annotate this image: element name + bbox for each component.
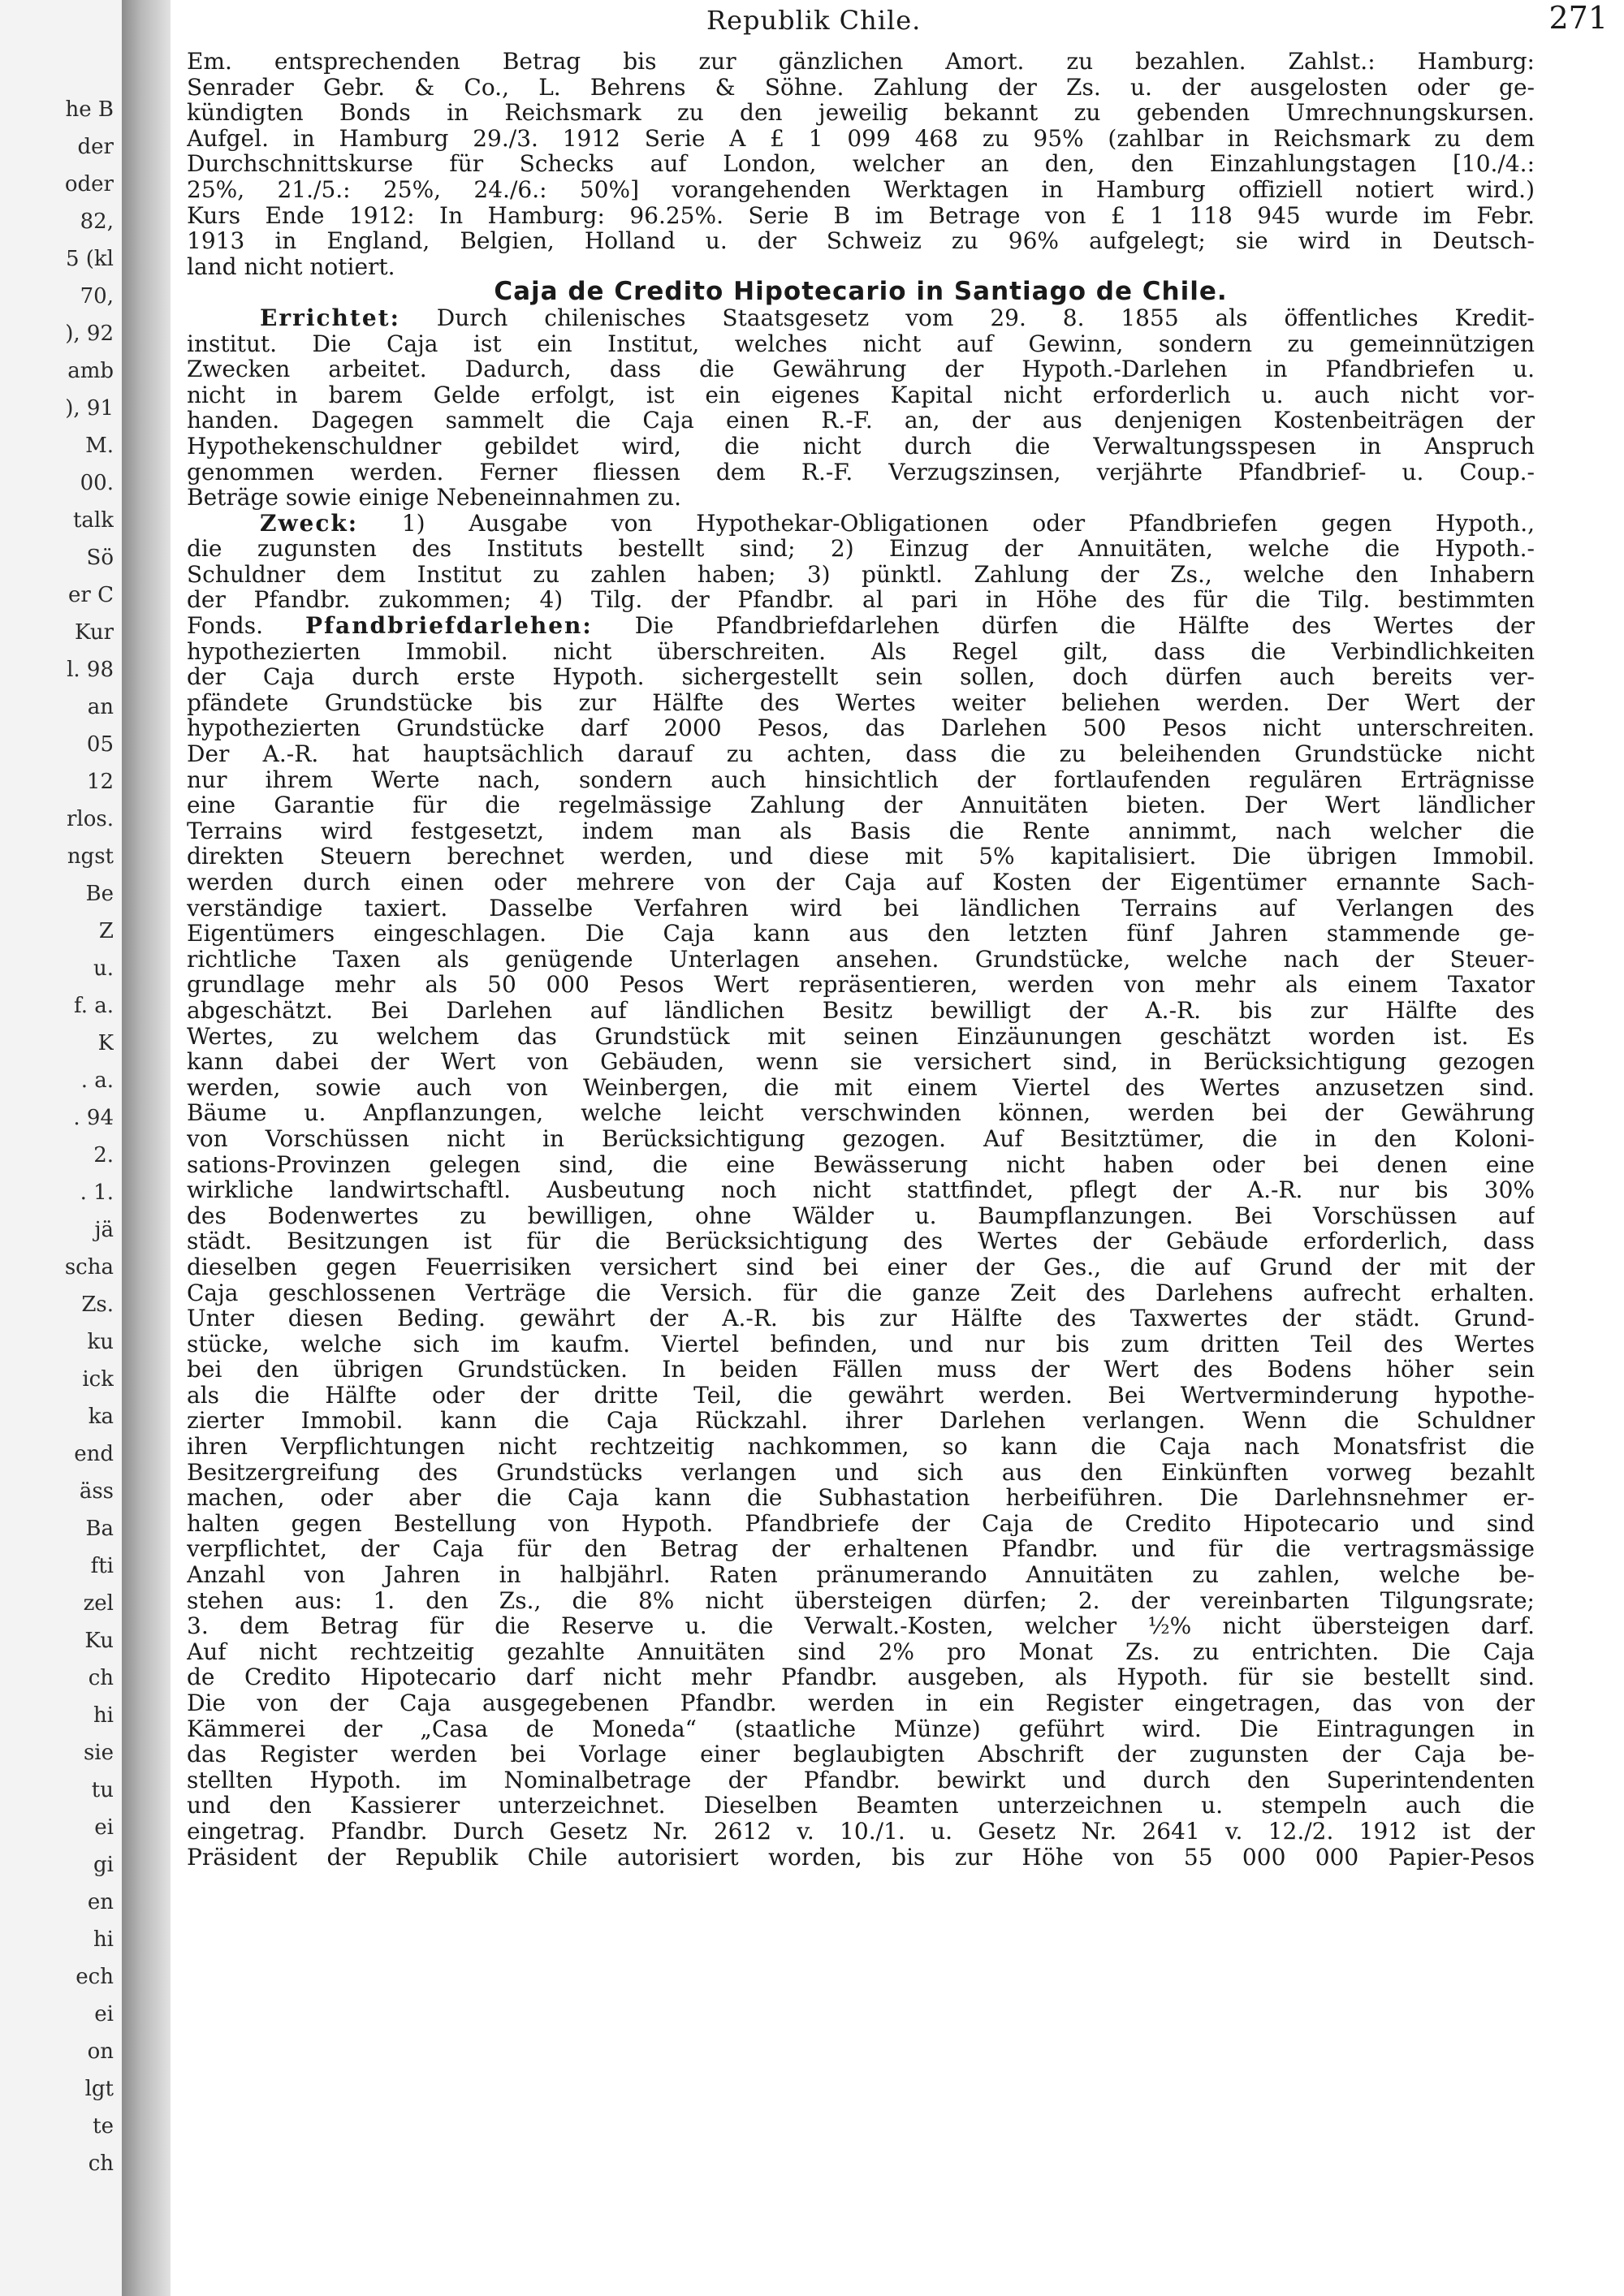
text-line	[187, 1741, 1535, 1767]
adjacent-page-fragment: . 94	[73, 1106, 114, 1130]
adjacent-page-fragment: ech	[76, 1965, 114, 1989]
line-text: Kurs Ende 1912: In Hamburg: 96.25%. Serie B im Betrage von £ 1 118 945 wurde im Febr.	[187, 202, 1535, 229]
text-line	[187, 1306, 1535, 1331]
text-line	[187, 1460, 1535, 1486]
adjacent-page-fragment: 2.	[93, 1143, 114, 1167]
line-text: Beträge sowie einige Nebeneinnahmen zu.	[187, 485, 682, 511]
text-line	[187, 1536, 1535, 1562]
text-line	[187, 511, 1535, 537]
line-text: zierter Immobil. kann die Caja Rückzahl. ihrer Darlehen verlangen. Wenn die Schuldner	[187, 1408, 1535, 1435]
text-line	[187, 356, 1535, 382]
text-line	[187, 562, 1535, 588]
text-line	[187, 1639, 1535, 1665]
adjacent-page-fragment: f. a.	[74, 994, 114, 1018]
text-line	[187, 1100, 1535, 1126]
text-line	[187, 1408, 1535, 1434]
text-line	[187, 870, 1535, 896]
adjacent-page-fragment: der	[77, 135, 114, 159]
line-text: 1) Ausgabe von Hypothekar-Obligationen oder Pfandbriefen gegen Hypoth.,	[358, 510, 1535, 537]
text-line	[187, 1716, 1535, 1742]
text-line	[187, 228, 1535, 254]
running-title: Republik Chile.	[706, 5, 922, 36]
line-text: Fonds.	[187, 613, 305, 639]
line-text: richtliche Taxen als genügende Unterlagen ansehen. Grundstücke, welche nach der Steuer-	[187, 946, 1535, 973]
adjacent-page-fragment: Z	[98, 919, 114, 943]
adjacent-page-fragment: fti	[90, 1554, 114, 1578]
text-line	[187, 639, 1535, 665]
line-text: halten gegen Bestellung von Hypoth. Pfandbriefe der Caja de Credito Hipotecario und sind	[187, 1510, 1535, 1537]
text-line	[187, 1819, 1535, 1845]
line-text: Besitzergreifung des Grundstücks verlangen und sich aus den Einkünften vorweg bezahlt	[187, 1459, 1535, 1486]
line-text: hypothezierten Immobil. nicht überschreiten. Als Regel gilt, dass die Verbindlichkeiten	[187, 638, 1535, 665]
line-text: Zwecken arbeitet. Dadurch, dass die Gewährung der Hypoth.-Darlehen in Pfandbriefen u.	[187, 356, 1535, 382]
adjacent-page-fragment: M.	[85, 434, 114, 458]
line-text: sations-Provinzen gelegen sind, die eine Bewässerung nicht haben oder bei denen eine	[187, 1151, 1535, 1178]
adjacent-page-fragment: talk	[72, 508, 114, 533]
line-text: Caja de Credito Hipotecario in Santiago de Chile.	[494, 279, 1228, 305]
adjacent-page-fragment: ka	[88, 1405, 114, 1429]
text-line	[187, 1511, 1535, 1537]
line-text: des Bodenwertes zu bewilligen, ohne Wälder u. Baumpflanzungen. Bei Vorschüssen auf	[187, 1202, 1535, 1229]
text-line	[187, 767, 1535, 793]
section-heading	[187, 279, 1535, 305]
line-text: der Pfandbr. zukommen; 4) Tilg. der Pfandbr. al pari in Höhe des für die Tilg. bestimmten	[187, 587, 1535, 614]
text-line	[187, 408, 1535, 434]
text-line	[187, 1613, 1535, 1639]
text-line	[187, 177, 1535, 203]
line-text: de Credito Hipotecario darf nicht mehr Pfandbr. ausgeben, als Hypoth. für sie bestellt sind.	[187, 1664, 1535, 1690]
adjacent-page-fragment: ei	[94, 1815, 114, 1840]
adjacent-page-fragment: 82,	[80, 209, 114, 234]
text-line	[187, 100, 1535, 126]
text-line	[187, 1690, 1535, 1716]
line-text: das Register werden bei Vorlage einer beglaubigten Abschrift der zugunsten der Caja be-	[187, 1741, 1535, 1767]
adjacent-page-fragment: . 1.	[80, 1180, 114, 1205]
line-text: Eigentümers eingeschlagen. Die Caja kann aus den letzten fünf Jahren stammende ge-	[187, 921, 1535, 947]
adjacent-page-fragment: K	[97, 1031, 114, 1055]
adjacent-page-fragment: ), 91	[65, 396, 114, 421]
line-text: Auf nicht rechtzeitig gezahlte Annuitäten sind 2% pro Monat Zs. zu entrichten. Die Caja	[187, 1638, 1535, 1665]
line-text: Anzahl von Jahren in halbjährl. Raten pränumerando Annuitäten zu zahlen, welche be-	[187, 1562, 1535, 1588]
page-number: 271	[1548, 0, 1608, 36]
text-line	[187, 254, 1535, 280]
adjacent-page-fragment: ngst	[67, 844, 114, 869]
text-line	[187, 664, 1535, 690]
adjacent-page-fragment: an	[87, 695, 114, 719]
text-line	[187, 75, 1535, 101]
adjacent-page-edge	[0, 0, 122, 2296]
adjacent-page-fragment: u.	[93, 956, 114, 981]
line-text: von Vorschüssen nicht in Berücksichtigung gezogen. Auf Besitztümer, die in den Koloni-	[187, 1125, 1535, 1152]
line-text: institut. Die Caja ist ein Institut, welches nicht auf Gewinn, sondern zu gemeinnützigen	[187, 330, 1535, 357]
text-line	[187, 1331, 1535, 1357]
adjacent-page-fragment: end	[74, 1442, 114, 1466]
text-line	[187, 1254, 1535, 1280]
text-line	[187, 741, 1535, 767]
line-text: genommen werden. Ferner fliessen dem R.-F. Verzugszinsen, verjährte Pfandbrief- u. Coup.-	[187, 459, 1535, 486]
adjacent-page-fragment: ), 92	[65, 322, 114, 346]
line-text: Caja geschlossenen Verträge die Versich. für die ganze Zeit des Darlehens aufrecht erhalten.	[187, 1280, 1535, 1306]
line-text: verständige taxiert. Dasselbe Verfahren wird bei ländlichen Terrains auf Verlangen des	[187, 895, 1535, 921]
line-text: Die von der Caja ausgegebenen Pfandbr. werden in ein Register eingetragen, das von der	[187, 1690, 1535, 1716]
adjacent-page-fragment: oder	[64, 172, 114, 196]
adjacent-page-fragment: ick	[82, 1367, 114, 1392]
adjacent-page-fragment: Be	[85, 882, 114, 906]
line-text: stücke, welche sich im kaufm. Viertel befinden, und nur bis zum dritten Teil des Wertes	[187, 1331, 1535, 1357]
adjacent-page-fragment: l. 98	[67, 658, 114, 682]
line-text: werden durch einen oder mehrere von der Caja auf Kosten der Eigentümer ernannte Sach-	[187, 870, 1535, 896]
line-text: Terrains wird festgesetzt, indem man als Basis die Rente annimmt, nach welcher die	[187, 818, 1535, 844]
line-text: werden, sowie auch von Weinbergen, die mit einem Viertel des Wertes anzusetzen sind.	[187, 1074, 1535, 1101]
line-text: Bäume u. Anpflanzungen, welche leicht verschwinden können, werden bei der Gewährung	[187, 1100, 1535, 1126]
line-text: Präsident der Republik Chile autorisiert worden, bis zur Höhe von 55 000 000 Papier-Pesos	[187, 1844, 1535, 1871]
text-line	[187, 921, 1535, 947]
line-text: eine Garantie für die regelmässige Zahlung der Annuitäten bieten. Der Wert ländlicher	[187, 792, 1535, 818]
line-text: als die Hälfte oder der dritte Teil, die gewährt werden. Bei Wertverminderung hypothe-	[187, 1382, 1535, 1409]
text-line	[187, 1280, 1535, 1306]
line-text: Der A.-R. hat hauptsächlich darauf zu achten, dass die zu beleihenden Grundstücke nicht	[187, 741, 1535, 767]
adjacent-page-fragment: 00.	[80, 471, 114, 495]
text-line	[187, 331, 1535, 357]
text-line	[187, 1152, 1535, 1178]
text-line	[187, 844, 1535, 870]
adjacent-page-fragment: he B	[65, 97, 114, 122]
line-text: kann dabei der Wert von Gebäuden, wenn sie versichert sind, in Berücksichtigung gezogen	[187, 1049, 1535, 1075]
line-text: der Caja durch erste Hypoth. sichergestellt sein sollen, doch dürfen auch bereits ver-	[187, 664, 1535, 690]
adjacent-page-fragment: er C	[68, 583, 114, 607]
line-text: Senrader Gebr. & Co., L. Behrens & Söhne. Zahlung der Zs. u. der ausgelosten oder ge-	[187, 74, 1535, 101]
line-text: pfändete Grundstücke bis zur Hälfte des Wertes weiter beliehen werden. Der Wert der	[187, 689, 1535, 716]
text-line	[187, 151, 1535, 177]
line-text: Wertes, zu welchem das Grundstück mit seinen Einzäunungen geschätzt worden ist. Es	[187, 1023, 1535, 1050]
adjacent-page-fragment: gi	[93, 1853, 114, 1877]
adjacent-page-fragment: en	[87, 1890, 114, 1914]
text-line	[187, 203, 1535, 229]
line-text: Unter diesen Beding. gewährt der A.-R. bis zur Hälfte des Taxwertes der städt. Grund-	[187, 1306, 1535, 1331]
line-text: eingetrag. Pfandbr. Durch Gesetz Nr. 2612 v. 10./1. u. Gesetz Nr. 2641 v. 12./2. 1912 ist der	[187, 1818, 1535, 1845]
line-text: bei den übrigen Grundstücken. In beiden Fällen muss der Wert des Bodens höher sein	[187, 1357, 1535, 1383]
line-text: kündigten Bonds in Reichsmark zu den jeweilig bekannt zu gebenden Umrechnungskursen.	[187, 100, 1535, 126]
text-line	[187, 1664, 1535, 1690]
text-line	[187, 690, 1535, 716]
text-line	[187, 1588, 1535, 1614]
text-line	[187, 613, 1535, 639]
adjacent-page-fragment: Zs.	[81, 1293, 114, 1317]
adjacent-page-fragment: Ba	[85, 1517, 114, 1541]
text-line	[187, 460, 1535, 486]
adjacent-page-fragment: hi	[93, 1927, 114, 1952]
line-text: Die Pfandbriefdarlehen dürfen die Hälfte des Wertes der	[592, 613, 1535, 639]
keyword-label: Errichtet:	[260, 304, 400, 331]
line-text: und den Kassierer unterzeichnet. Dieselben Beamten unterzeichnen u. stempeln auch die	[187, 1793, 1535, 1819]
line-text: die zugunsten des Instituts bestellt sind; 2) Einzug der Annuitäten, welche die Hypoth.-	[187, 536, 1535, 562]
text-line	[187, 485, 1535, 511]
line-text: hypothezierten Grundstücke darf 2000 Pesos, das Darlehen 500 Pesos nicht unterschreiten.	[187, 715, 1535, 742]
text-line	[187, 1049, 1535, 1075]
text-line	[187, 1485, 1535, 1511]
text-line	[187, 126, 1535, 152]
line-text: 1913 in England, Belgien, Holland u. der Schweiz zu 96% aufgelegt; sie wird in Deutsch-	[187, 228, 1535, 254]
adjacent-page-fragment: lgt	[84, 2077, 114, 2101]
text-line	[187, 587, 1535, 613]
text-line	[187, 972, 1535, 998]
adjacent-page-fragment: scha	[64, 1255, 114, 1280]
text-line	[187, 1383, 1535, 1409]
line-text: dieselben gegen Feuerrisiken versichert sind bei einer der Ges., die auf Grund der mit der	[187, 1254, 1535, 1280]
text-line	[187, 1793, 1535, 1819]
text-line	[187, 49, 1535, 75]
line-text: städt. Besitzungen ist für die Berücksichtigung des Wertes der Gebäude erforderlich, dass	[187, 1228, 1535, 1254]
adjacent-page-fragment: hi	[93, 1703, 114, 1728]
adjacent-page-fragment: 70,	[80, 284, 114, 309]
text-line	[187, 947, 1535, 973]
adjacent-page-fragment: te	[93, 2114, 114, 2138]
text-line	[187, 434, 1535, 460]
adjacent-page-fragment: amb	[67, 359, 114, 383]
line-text: handen. Dagegen sammelt die Caja einen R.-F. an, der aus denjenigen Kostenbeiträgen der	[187, 408, 1535, 434]
line-text: abgeschätzt. Bei Darlehen auf ländlichen Besitz bewilligt der A.-R. bis zur Hälfte des	[187, 997, 1535, 1024]
adjacent-page-fragment: on	[87, 2039, 114, 2064]
text-line	[187, 382, 1535, 408]
text-line	[187, 792, 1535, 818]
line-text: wirkliche landwirtschaftl. Ausbeutung noch nicht stattfindet, pflegt der A.-R. nur bis 30%	[187, 1177, 1535, 1203]
keyword-label: Pfandbriefdarlehen:	[304, 613, 593, 639]
line-text: nicht in barem Gelde erfolgt, ist ein eigenes Kapital nicht erforderlich u. auch nicht vor-	[187, 382, 1535, 408]
line-text: land nicht notiert.	[187, 253, 395, 280]
adjacent-page-fragment: ei	[94, 2002, 114, 2026]
keyword-label: Zweck:	[260, 510, 359, 537]
adjacent-page-fragment: rlos.	[66, 807, 114, 831]
adjacent-page-fragment: . a.	[80, 1068, 114, 1093]
line-text: Schuldner dem Institut zu zahlen haben; 3) pünktl. Zahlung der Zs., welche den Inhabern	[187, 561, 1535, 588]
text-line	[187, 536, 1535, 562]
text-line	[187, 1357, 1535, 1383]
line-text: Em. entsprechenden Betrag bis zur gänzlichen Amort. zu bezahlen. Zahlst.: Hamburg:	[187, 49, 1535, 75]
text-line	[187, 1228, 1535, 1254]
line-text: 3. dem Betrag für die Reserve u. die Verwalt.-Kosten, welcher ½% nicht übersteigen darf.	[187, 1613, 1535, 1639]
text-line	[187, 818, 1535, 844]
text-line	[187, 1024, 1535, 1050]
adjacent-page-fragment: Ku	[84, 1629, 114, 1653]
body-text	[187, 49, 1535, 1870]
adjacent-page-fragment: Kur	[74, 620, 114, 645]
line-text: direkten Steuern berechnet werden, und diese mit 5% kapitalisiert. Die übrigen Immobil.	[187, 844, 1535, 870]
adjacent-page-fragment: Sö	[86, 546, 114, 570]
text-line	[187, 1767, 1535, 1793]
text-line	[187, 1203, 1535, 1229]
text-line	[187, 998, 1535, 1024]
adjacent-page-fragment: ku	[87, 1330, 114, 1354]
text-line	[187, 896, 1535, 921]
text-line	[187, 1434, 1535, 1460]
line-text: Aufgel. in Hamburg 29./3. 1912 Serie A £ 1 099 468 zu 95% (zahlbar in Reichsmark zu dem	[187, 125, 1535, 152]
line-text: verpflichtet, der Caja für den Betrag der erhaltenen Pfandbr. und für die vertragsmässige	[187, 1536, 1535, 1563]
adjacent-page-fragment: 12	[86, 770, 114, 794]
text-line	[187, 1126, 1535, 1152]
text-line	[187, 1075, 1535, 1101]
line-text: Hypothekenschuldner gebildet wird, die nicht durch die Verwaltungsspesen in Anspruch	[187, 433, 1535, 460]
adjacent-page-fragment: ch	[88, 1666, 114, 1690]
adjacent-page-fragment: sie	[83, 1741, 114, 1765]
adjacent-page-fragment: ch	[88, 2151, 114, 2176]
line-text: Durch chilenisches Staatsgesetz vom 29. 8. 1855 als öffentliches Kredit-	[400, 304, 1535, 331]
book-gutter	[122, 0, 171, 2296]
line-text: stellten Hypoth. im Nominalbetrage der Pfandbr. bewirkt und durch den Superintendenten	[187, 1767, 1535, 1793]
adjacent-page-fragment: äss	[79, 1479, 114, 1504]
line-text: Durchschnittskurse für Schecks auf London, welcher an den, den Einzahlungstagen [10./4.:	[187, 151, 1535, 177]
text-line	[187, 715, 1535, 741]
line-text: Kämmerei der „Casa de Moneda“ (staatliche Münze) geführt wird. Die Eintragungen in	[187, 1716, 1535, 1742]
line-text: machen, oder aber die Caja kann die Subhastation herbeiführen. Die Darlehnsnehmer er-	[187, 1485, 1535, 1511]
document-page	[171, 0, 1624, 2296]
text-line	[187, 1177, 1535, 1203]
text-line	[187, 305, 1535, 331]
adjacent-page-fragment: 05	[86, 732, 114, 757]
text-line	[187, 1845, 1535, 1871]
line-text: 25%, 21./5.: 25%, 24./6.: 50%] vorangehenden Werktagen in Hamburg offiziell notiert wird.)	[187, 176, 1535, 203]
adjacent-page-fragment: tu	[91, 1778, 114, 1802]
line-text: stehen aus: 1. den Zs., die 8% nicht übersteigen dürfen; 2. der vereinbarten Tilgungsrate;	[187, 1587, 1535, 1614]
text-line	[187, 1562, 1535, 1588]
line-text: ihren Verpflichtungen nicht rechtzeitig nachkommen, so kann die Caja nach Monatsfrist die	[187, 1434, 1535, 1460]
line-text: grundlage mehr als 50 000 Pesos Wert repräsentieren, werden von mehr als einem Taxator	[187, 972, 1535, 998]
adjacent-page-fragment: jä	[94, 1218, 114, 1242]
adjacent-page-fragment: 5 (kl	[65, 247, 114, 271]
adjacent-page-fragment: zel	[83, 1591, 114, 1616]
line-text: nur ihrem Werte nach, sondern auch hinsichtlich der fortlaufenden regulären Erträgnisse	[187, 766, 1535, 793]
